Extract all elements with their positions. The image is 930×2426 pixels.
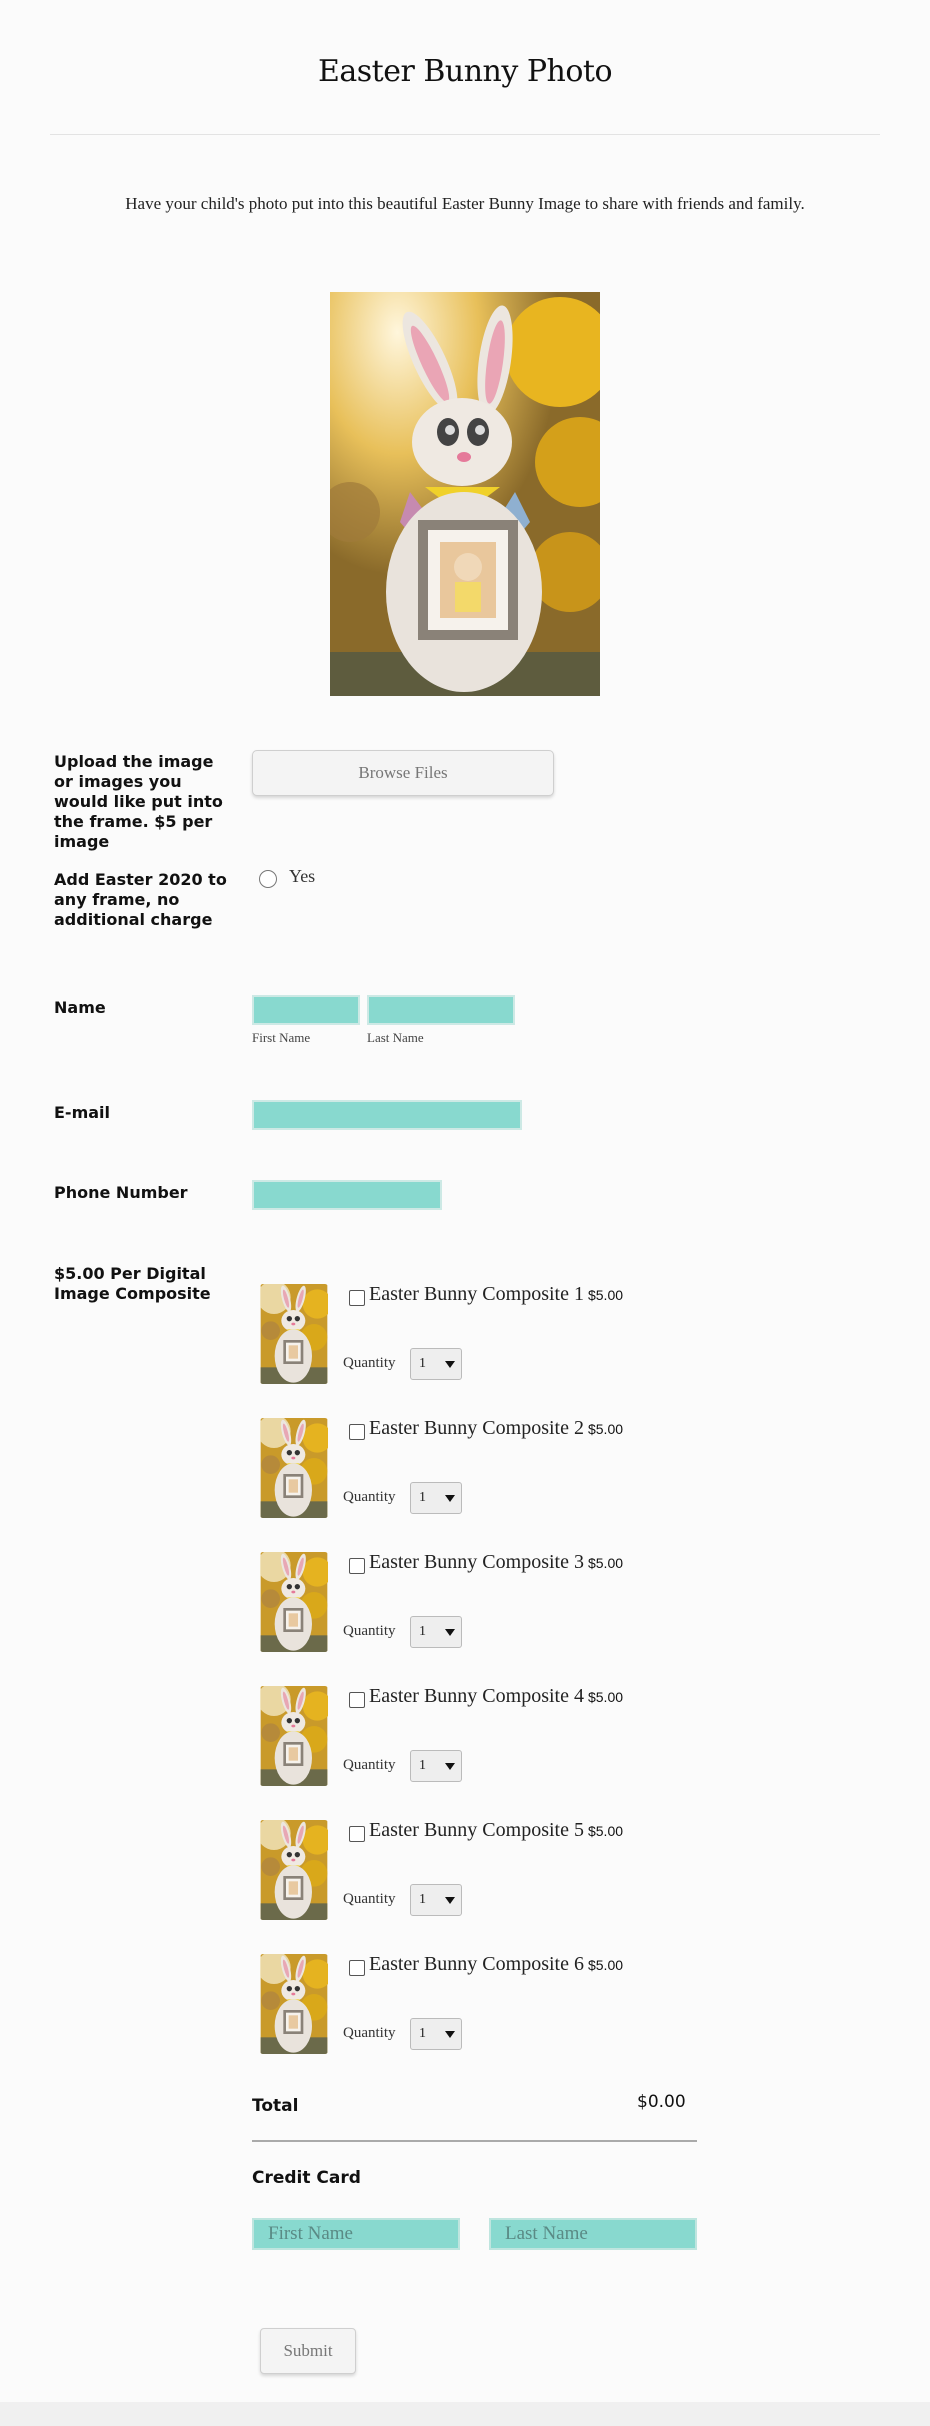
first-name-input[interactable] (252, 995, 360, 1025)
product-6-quantity-select[interactable]: 1 (410, 2018, 462, 2050)
bunny-thumb-icon (260, 1418, 328, 1518)
submit-button[interactable]: Submit (260, 2328, 356, 2374)
total-divider (252, 2140, 697, 2142)
product-3-quantity-select[interactable]: 1 (410, 1616, 462, 1648)
product-5-checkbox[interactable] (349, 1826, 365, 1842)
page-title: Easter Bunny Photo (317, 54, 613, 89)
chevron-down-icon (445, 1763, 455, 1770)
hero-bunny-image (330, 292, 600, 696)
easter-year-radio[interactable] (259, 870, 277, 888)
product-1-price: $5.00 (587, 1287, 624, 1303)
product-thumbnail (260, 1686, 328, 1786)
product-1-quantity-label: Quantity (343, 1355, 396, 1371)
bunny-thumb-icon (260, 1552, 328, 1652)
product-2-price: $5.00 (587, 1421, 624, 1437)
product-5-price: $5.00 (587, 1823, 624, 1839)
product-4-name: Easter Bunny Composite 4 $5.00 (369, 1685, 624, 1707)
cc-last-name-input[interactable]: Last Name (489, 2218, 697, 2250)
bunny-thumb-icon (260, 1284, 328, 1384)
product-1-name: Easter Bunny Composite 1 $5.00 (369, 1283, 624, 1305)
product-thumbnail (260, 1418, 328, 1518)
product-5-name: Easter Bunny Composite 5 $5.00 (369, 1819, 624, 1841)
product-thumbnail (260, 1954, 328, 2054)
easter-year-option-label: Yes (289, 866, 316, 886)
browse-files-button[interactable]: Browse Files (252, 750, 554, 796)
product-6-quantity-label: Quantity (343, 2025, 396, 2041)
total-value: $0.00 (637, 2092, 686, 2112)
cc-first-name-input[interactable]: First Name (252, 2218, 460, 2250)
phone-label: Phone Number (54, 1183, 188, 1202)
chevron-down-icon (445, 1897, 455, 1904)
bunny-photo-icon (330, 292, 600, 696)
product-6-name: Easter Bunny Composite 6 $5.00 (369, 1953, 624, 1975)
bunny-thumb-icon (260, 1820, 328, 1920)
product-4-quantity-label: Quantity (343, 1757, 396, 1773)
name-label: Name (54, 998, 106, 1017)
intro-text: Have your child's photo put into this beautiful Easter Bunny Image to share with friends and family. (125, 194, 805, 213)
product-6-price: $5.00 (587, 1957, 624, 1973)
product-5-quantity-label: Quantity (343, 1891, 396, 1907)
product-4-price: $5.00 (587, 1689, 624, 1705)
product-thumbnail (260, 1552, 328, 1652)
footer-strip (0, 2402, 930, 2426)
product-1-checkbox[interactable] (349, 1290, 365, 1306)
chevron-down-icon (445, 2031, 455, 2038)
product-4-checkbox[interactable] (349, 1692, 365, 1708)
phone-input[interactable] (252, 1180, 442, 1210)
product-5-quantity-select[interactable]: 1 (410, 1884, 462, 1916)
products-label: $5.00 Per Digital Image Composite (54, 1264, 211, 1303)
product-3-checkbox[interactable] (349, 1558, 365, 1574)
product-4-quantity-select[interactable]: 1 (410, 1750, 462, 1782)
product-6-checkbox[interactable] (349, 1960, 365, 1976)
bunny-thumb-icon (260, 1954, 328, 2054)
product-thumbnail (260, 1284, 328, 1384)
chevron-down-icon (445, 1629, 455, 1636)
product-2-name: Easter Bunny Composite 2 $5.00 (369, 1417, 624, 1439)
easter-year-label: Add Easter 2020 to any frame, no additional charge (54, 870, 227, 929)
product-2-quantity-select[interactable]: 1 (410, 1482, 462, 1514)
product-thumbnail (260, 1820, 328, 1920)
total-label: Total (252, 2096, 299, 2116)
product-3-name: Easter Bunny Composite 3 $5.00 (369, 1551, 624, 1573)
bunny-thumb-icon (260, 1686, 328, 1786)
first-name-sublabel: First Name (252, 1030, 311, 1045)
credit-card-label: Credit Card (252, 2168, 361, 2188)
last-name-sublabel: Last Name (367, 1030, 424, 1045)
email-label: E-mail (54, 1103, 111, 1122)
product-3-price: $5.00 (587, 1555, 624, 1571)
upload-label: Upload the image or images you would like put into the frame. $5 per image (54, 752, 223, 851)
title-divider (50, 134, 880, 135)
product-2-quantity-label: Quantity (343, 1489, 396, 1505)
email-input[interactable] (252, 1100, 522, 1130)
chevron-down-icon (445, 1495, 455, 1502)
chevron-down-icon (445, 1361, 455, 1368)
product-2-checkbox[interactable] (349, 1424, 365, 1440)
product-3-quantity-label: Quantity (343, 1623, 396, 1639)
product-1-quantity-select[interactable]: 1 (410, 1348, 462, 1380)
last-name-input[interactable] (367, 995, 515, 1025)
